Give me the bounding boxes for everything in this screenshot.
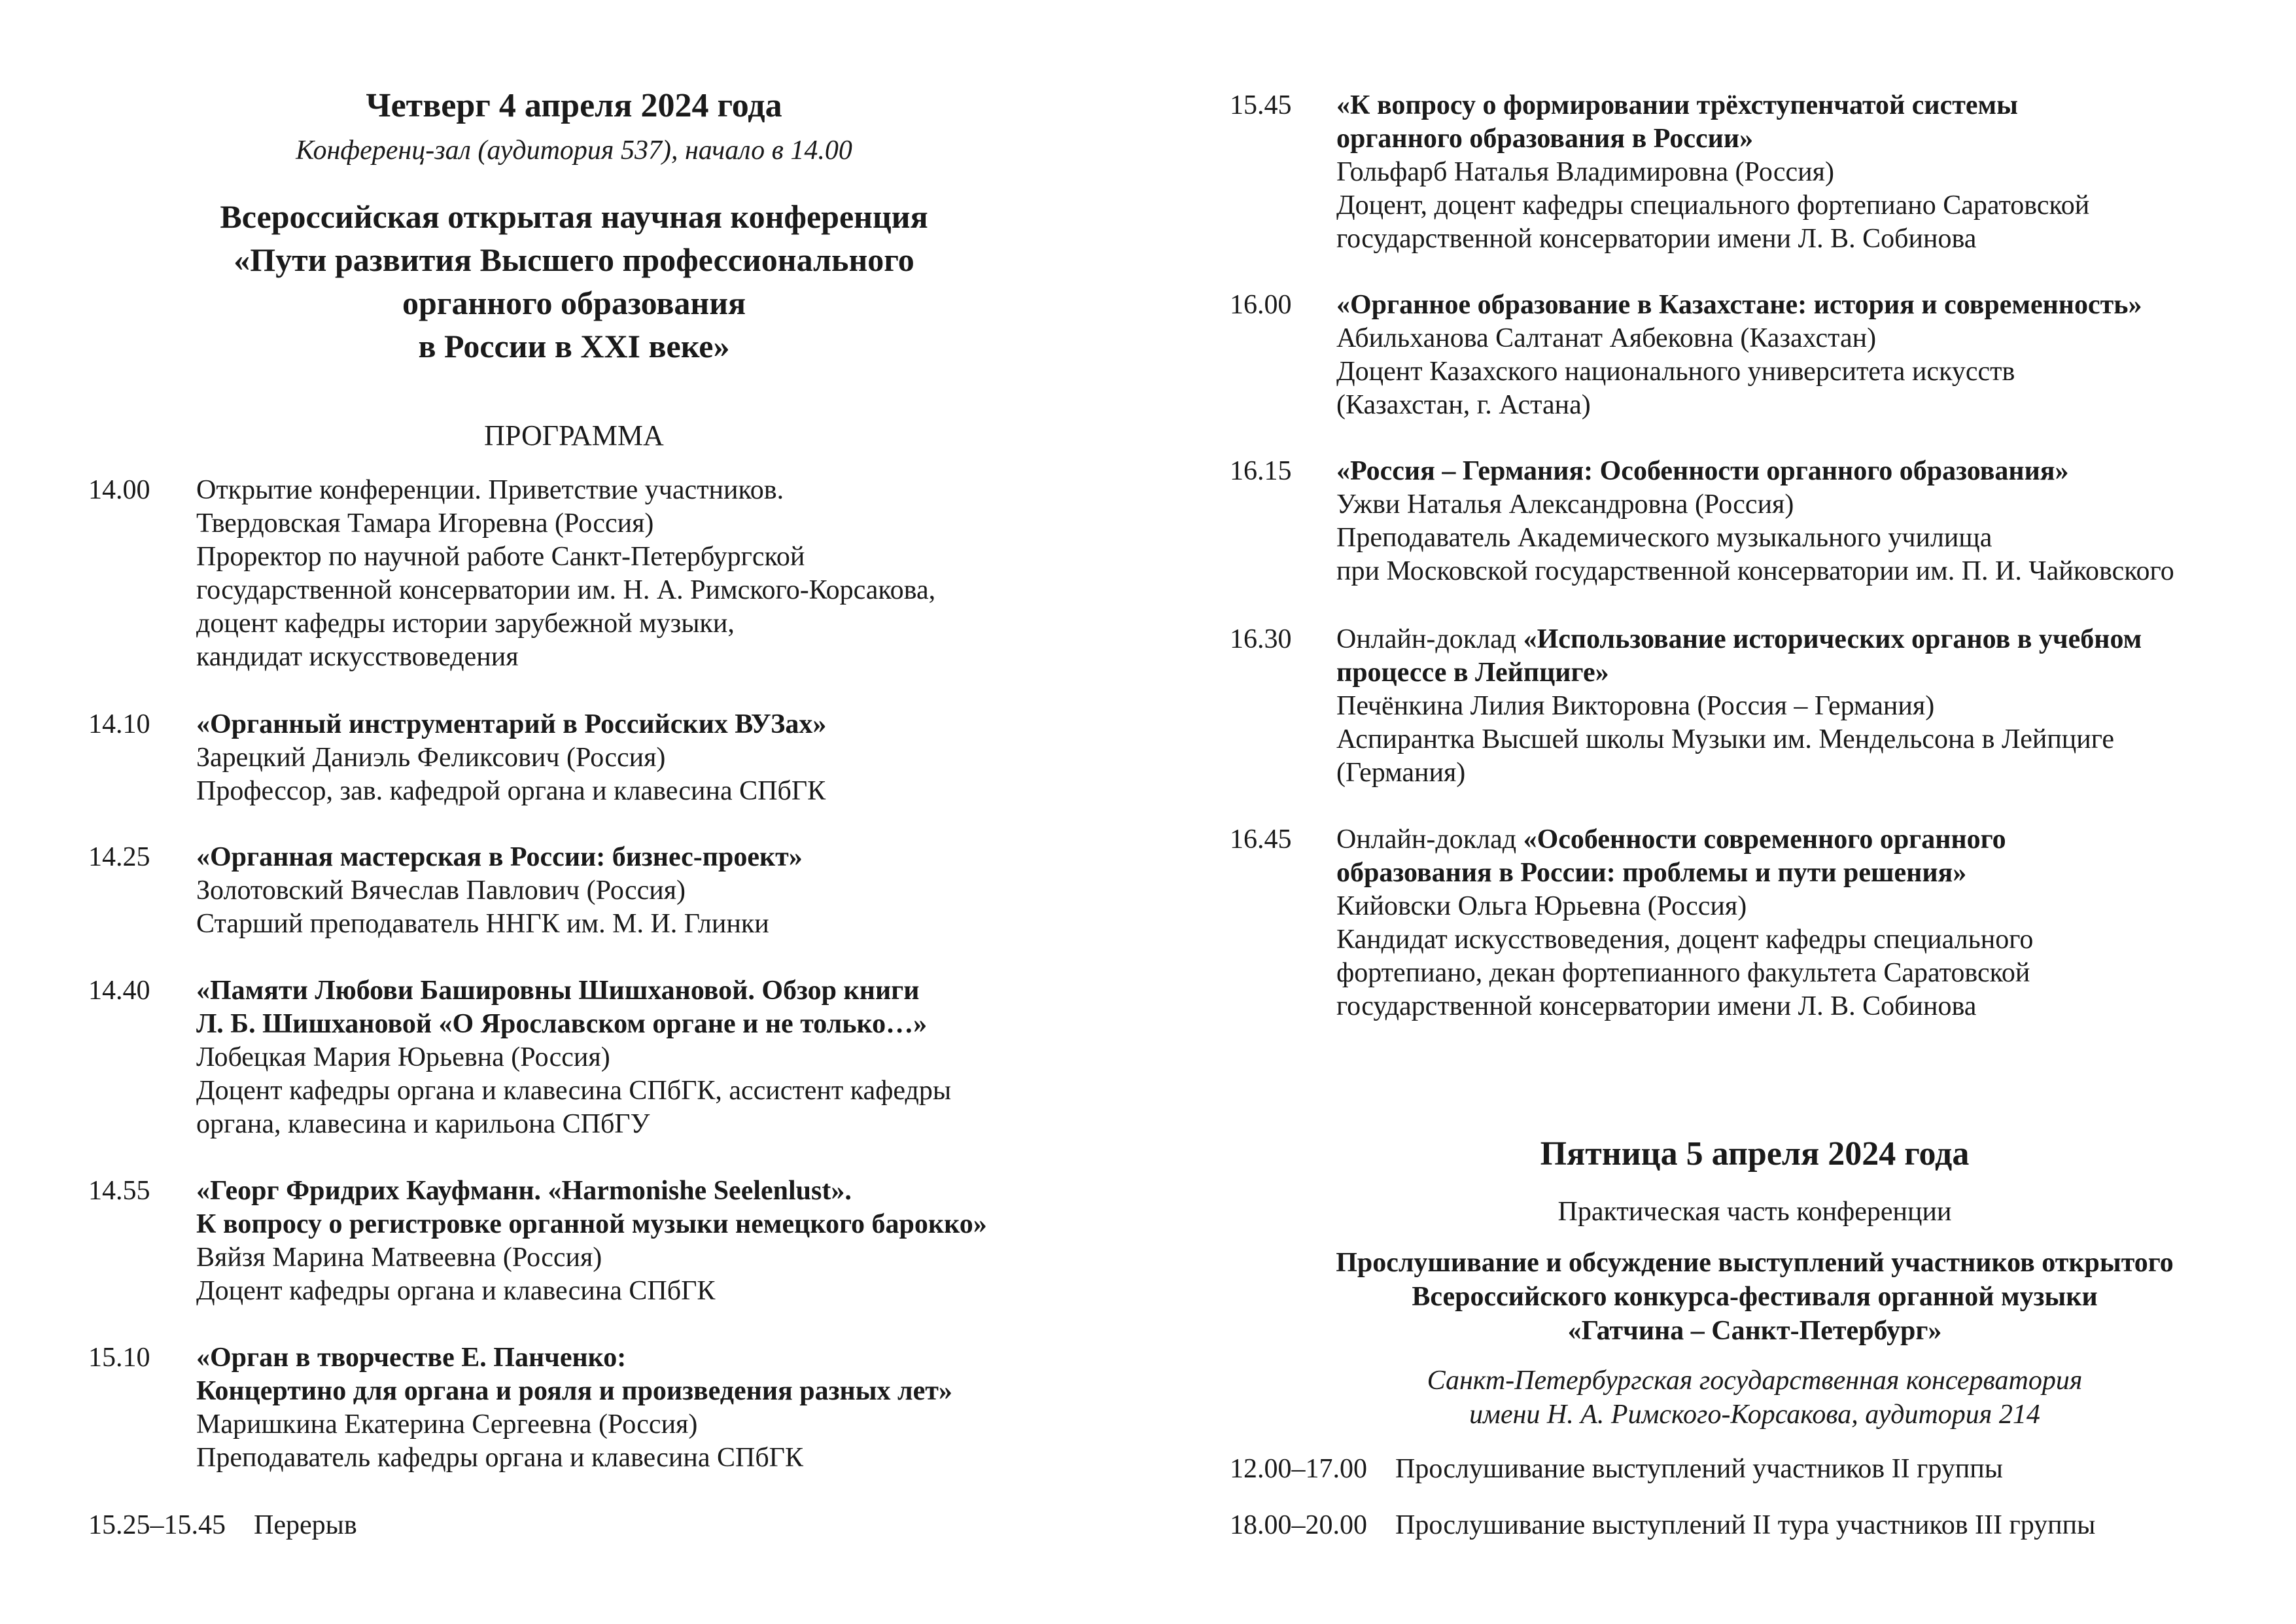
item-time: 15.45	[1230, 90, 1292, 120]
speaker-position: Доцент, доцент кафедры специального фортепиано Саратовской	[1336, 190, 2090, 221]
speaker-name: Твердовская Тамара Игоревна (Россия)	[196, 508, 654, 538]
item-body	[1336, 289, 2142, 422]
item-title: образования в России: проблемы и пути решения»	[1336, 858, 1967, 888]
friday-day-title: Пятница 5 апреля 2024 года	[1540, 1135, 1970, 1173]
item-body	[196, 1174, 987, 1308]
speaker-name: Гольфарб Наталья Владимировна (Россия)	[1336, 157, 1834, 187]
speaker-position: (Казахстан, г. Астана)	[1336, 390, 1591, 420]
item-body	[1336, 455, 2174, 588]
program-label: ПРОГРАММА	[484, 419, 664, 451]
item-title: Л. Б. Шишхановой «О Ярославском органе и не только…»	[196, 1009, 928, 1039]
speaker-position: Преподаватель Академического музыкального училища	[1336, 523, 1992, 553]
speaker-name: Маришкина Екатерина Сергеевна (Россия)	[196, 1409, 698, 1439]
break-item	[88, 1509, 357, 1542]
speaker-position: Старший преподаватель ННГК им. М. И. Глинки	[196, 909, 769, 939]
item-time: 16.15	[1230, 456, 1292, 486]
speaker-name: Абильханова Салтанат Аябековна (Казахстан)	[1336, 323, 1877, 353]
session-label: Прослушивание выступлений участников II группы	[1395, 1454, 2003, 1484]
item-time: 14.00	[88, 475, 150, 505]
speaker-position: государственной консерватории имени Л. В. Собинова	[1336, 224, 1977, 254]
session-item	[1230, 1509, 2095, 1542]
item-title: «К вопросу о формировании трёхступенчатой системы	[1336, 90, 2018, 120]
speaker-position: государственной консерватории имени Л. В. Собинова	[1336, 991, 1977, 1021]
right-page	[1148, 0, 2296, 1624]
session-item	[1230, 1453, 2003, 1486]
item-time: 14.25	[88, 842, 150, 872]
conference-title	[0, 195, 1148, 368]
speaker-position: Доцент Казахского национального университета искусств	[1336, 357, 2015, 387]
item-title: «Орган в творчестве Е. Панченко:	[196, 1343, 627, 1373]
speaker-name: Лобецкая Мария Юрьевна (Россия)	[196, 1042, 610, 1072]
item-title: процессе в Лейпциге»	[1336, 658, 1609, 688]
item-body	[196, 841, 803, 941]
item-body	[196, 708, 826, 808]
item-title: «Памяти Любови Башировны Шишхановой. Обзор книги	[196, 976, 920, 1006]
venue-line: Санкт-Петербургская государственная консерватория	[1427, 1366, 2083, 1396]
speaker-position: Доцент кафедры органа и клавесина СПбГК	[196, 1276, 716, 1306]
item-title-line	[1336, 823, 2033, 856]
item-body	[196, 474, 935, 674]
item-title: Открытие конференции. Приветствие участников.	[196, 475, 784, 505]
item-title-line	[1336, 623, 2142, 656]
speaker-position: при Московской государственной консерватории им. П. И. Чайковского	[1336, 556, 2174, 586]
speaker-position: доцент кафедры истории зарубежной музыки,	[196, 609, 735, 639]
speaker-position: Профессор, зав. кафедрой органа и клавесина СПбГК	[196, 776, 826, 806]
item-body	[196, 974, 951, 1141]
item-time: 14.10	[88, 709, 150, 739]
speaker-name: Кийовски Ольга Юрьевна (Россия)	[1336, 891, 1747, 921]
item-title: К вопросу о регистровке органной музыки немецкого барокко»	[196, 1209, 987, 1239]
item-time: 14.55	[88, 1176, 150, 1206]
online-prefix: Онлайн-доклад	[1336, 824, 1523, 855]
conference-title-line: органного образования	[402, 285, 746, 321]
item-body	[196, 1341, 952, 1475]
speaker-position: государственной консерватории им. Н. А. Римского-Корсакова,	[196, 575, 936, 605]
speaker-name: Ужви Наталья Александровна (Россия)	[1336, 489, 1794, 520]
event-title-line: Прослушивание и обсуждение выступлений участников открытого	[1336, 1248, 2174, 1278]
session-time: 12.00–17.00	[1230, 1454, 1367, 1484]
venue-line: имени Н. А. Римского-Корсакова, аудитория 214	[1469, 1400, 2040, 1430]
conference-title-line: Всероссийская открытая научная конференция	[220, 198, 928, 235]
session-label: Прослушивание выступлений II тура участников III группы	[1395, 1510, 2096, 1540]
item-time: 15.10	[88, 1343, 150, 1373]
speaker-position: кандидат искусствоведения	[196, 642, 519, 672]
item-title: «Россия – Германия: Особенности органного образования»	[1336, 456, 2069, 486]
speaker-name: Печёнкина Лилия Викторовна (Россия – Германия)	[1336, 691, 1935, 721]
speaker-position: (Германия)	[1336, 758, 1466, 788]
speaker-position: Доцент кафедры органа и клавесина СПбГК, ассистент кафедры	[196, 1076, 952, 1106]
event-title-line: «Гатчина – Санкт-Петербург»	[1567, 1316, 1942, 1346]
item-title: «Органная мастерская в России: бизнес-проект»	[196, 842, 803, 872]
item-title: «Органный инструментарий в Российских ВУЗах»	[196, 709, 827, 739]
speaker-name: Золотовский Вячеслав Павлович (Россия)	[196, 875, 686, 906]
item-time: 16.45	[1230, 824, 1292, 855]
speaker-name: Зарецкий Даниэль Феликсович (Россия)	[196, 743, 666, 773]
speaker-position: фортепиано, декан фортепианного факультета Саратовской	[1336, 958, 2030, 988]
speaker-name: Вяйзя Марина Матвеевна (Россия)	[196, 1243, 602, 1273]
item-title: «Особенности современного органного	[1523, 824, 2006, 855]
item-title: Концертино для органа и рояля и произведения разных лет»	[196, 1376, 952, 1406]
speaker-position: Преподаватель кафедры органа и клавесина СПбГК	[196, 1443, 803, 1473]
item-title: «Органное образование в Казахстане: история и современность»	[1336, 290, 2142, 320]
event-title-line: Всероссийского конкурса-фестиваля органной музыки	[1412, 1282, 2098, 1312]
item-time: 16.00	[1230, 290, 1292, 320]
speaker-position: Кандидат искусствоведения, доцент кафедры специального	[1336, 925, 2034, 955]
speaker-position: органа, клавесина и карильона СПбГУ	[196, 1109, 650, 1139]
friday-venue	[1213, 1364, 2296, 1432]
thursday-day-title: Четверг 4 апреля 2024 года	[366, 87, 782, 124]
online-prefix: Онлайн-доклад	[1336, 624, 1523, 654]
thursday-venue: Конференц-зал (аудитория 537), начало в 14.00	[296, 135, 852, 166]
item-body	[1336, 623, 2142, 790]
break-label: Перерыв	[254, 1510, 357, 1540]
break-time: 15.25–15.45	[88, 1510, 226, 1540]
friday-event-title	[1213, 1246, 2296, 1348]
item-body	[1336, 823, 2033, 1023]
item-title: «Георг Фридрих Кауфманн. «Harmonishe Seelenlust».	[196, 1176, 852, 1206]
item-time: 16.30	[1230, 624, 1292, 654]
speaker-position: Проректор по научной работе Санкт-Петербургской	[196, 542, 805, 572]
conference-title-line: «Пути развития Высшего профессионального	[234, 241, 914, 278]
speaker-position: Аспирантка Высшей школы Музыки им. Мендельсона в Лейпциге	[1336, 724, 2115, 754]
item-time: 14.40	[88, 976, 150, 1006]
friday-subtitle: Практическая часть конференции	[1557, 1197, 1952, 1227]
item-title: органного образования в России»	[1336, 124, 1754, 154]
item-body	[1336, 89, 2089, 256]
session-time: 18.00–20.00	[1230, 1510, 1367, 1540]
conference-title-line: в России в XXI веке»	[418, 328, 730, 364]
item-title: «Использование исторических органов в учебном	[1523, 624, 2142, 654]
